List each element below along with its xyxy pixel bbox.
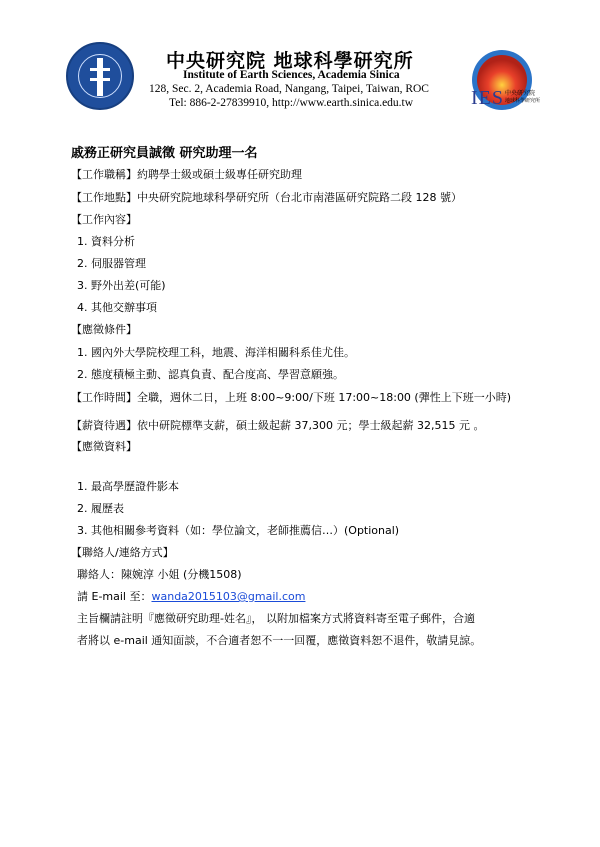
institute-name-cn: 中央研究院 地球科學研究所	[166, 50, 414, 72]
materials-item: 3. 其他相關參考資料（如：學位論文，老師推薦信…）(Optional)	[77, 524, 400, 537]
ies-logo-sub1: 中央研究院	[505, 90, 536, 97]
requirements-heading: 【應徵條件】	[71, 323, 137, 336]
ies-logo-sub2: 地球科學研究所	[505, 98, 541, 104]
salary-line: 【薪資待遇】依中研院標準支薪，碩士級起薪 37,300 元；學士級起薪 32,515 元 。	[71, 419, 485, 432]
note-line: 主旨欄請註明『應徵研究助理-姓名』， 以附加檔案方式將資料寄至電子郵件，合適	[77, 612, 475, 625]
institute-contact: Tel: 886-2-27839910, http://www.earth.sinica.edu.tw	[169, 97, 414, 109]
hours-line: 【工作時間】全職，週休二日，上班 8:00~9:00/下班 17:00~18:00 (彈性上下班一小時)	[71, 391, 512, 404]
content-item: 1. 資料分析	[77, 235, 135, 248]
note-line: 者將以 e-mail 通知面談，不合適者恕不一一回覆，應徵資料恕不退件，敬請見諒。	[77, 634, 482, 647]
materials-item: 2. 履歷表	[77, 502, 124, 515]
requirements-item: 2. 態度積極主動、認真負責、配合度高、學習意願強。	[77, 368, 344, 381]
location-line: 【工作地點】中央研究院地球科學研究所（台北市南港區研究院路二段 128 號）	[71, 191, 462, 204]
content-item: 3. 野外出差(可能)	[77, 279, 166, 292]
email-link[interactable]: wanda2015103@gmail.com	[151, 590, 306, 603]
ies-logo-text: IES	[471, 87, 504, 109]
content-item: 4. 其他交辦事項	[77, 301, 157, 314]
position-line: 【工作職稱】約聘學士級或碩士級專任研究助理	[71, 168, 302, 181]
requirements-item: 1. 國內外大學院校理工科，地震、海洋相關科系佳尤佳。	[77, 346, 355, 359]
institute-name-en: Institute of Earth Sciences, Academia Sinica	[183, 69, 400, 81]
job-title: 戚務正研究員誠徵 研究助理一名	[71, 146, 258, 161]
materials-heading: 【應徵資料】	[71, 440, 137, 453]
contact-person: 聯絡人：陳婉淳 小姐 (分機1508)	[77, 568, 242, 581]
institute-address: 128, Sec. 2, Academia Road, Nangang, Taipei, Taiwan, ROC	[149, 83, 429, 95]
email-line	[77, 588, 305, 604]
content-heading: 【工作內容】	[71, 213, 137, 226]
contact-heading: 【聯絡人/連絡方式】	[71, 546, 174, 559]
content-item: 2. 伺服器管理	[77, 257, 146, 270]
academia-sinica-seal-logo	[66, 42, 134, 110]
materials-item: 1. 最高學歷證件影本	[77, 480, 179, 493]
email-prefix: 請 E-mail 至：	[77, 590, 152, 603]
